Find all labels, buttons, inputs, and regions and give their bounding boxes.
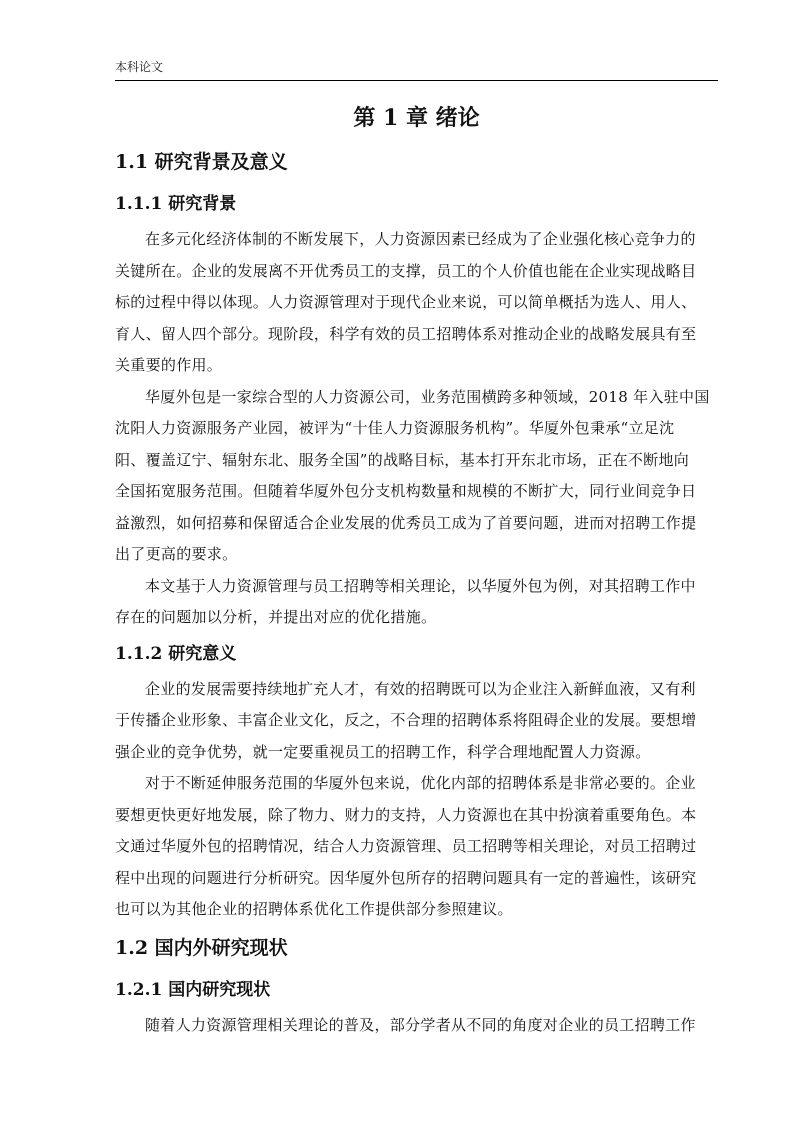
section-heading: 1.1 研究背景及意义 [115, 151, 288, 173]
text-line: 出了更高的要求。 [115, 545, 238, 563]
text-line: 关重要的作用。 [115, 356, 223, 374]
text-line: 全国拓宽服务范围。但随着华厦外包分支机构数量和规模的不断扩大，同行业间竞争日 [115, 482, 697, 500]
paragraph [115, 1010, 718, 1042]
text-line: 文通过华厦外包的招聘情况，结合人力资源管理、员工招聘等相关理论，对员工招聘过 [115, 837, 697, 855]
paragraph [115, 768, 718, 926]
paragraph [115, 674, 718, 769]
text-line: 于传播企业形象、丰富企业文化，反之，不合理的招聘体系将阻碍企业的发展。要想增 [115, 711, 697, 729]
subsection-heading: 1.1.1 研究背景 [115, 194, 237, 214]
text-line: 阳、覆盖辽宁、辐射东北、服务全国”的战略目标，基本打开东北市场，正在不断地向 [115, 450, 690, 469]
text-line: 本文基于人力资源管理与员工招聘等相关理论，以华厦外包为例，对其招聘工作中 [145, 576, 696, 595]
text-line: 育人、留人四个部分。现阶段，科学有效的员工招聘体系对推动企业的战略发展具有至 [115, 324, 697, 343]
text-line: 华厦外包是一家综合型的人力资源公司，业务范围横跨多种领域，2018 年入驻中国 [145, 387, 710, 406]
text-line: 对于不断延伸服务范围的华厦外包来说，优化内部的招聘体系是非常必要的。企业 [145, 774, 696, 792]
running-header: 本科论文 [115, 60, 164, 74]
page-content [115, 96, 718, 1041]
text-line: 关键所在。企业的发展离不开优秀员工的支撑，员工的个人价值也能在企业实现战略目 [115, 261, 697, 280]
header-rule [115, 80, 718, 81]
text-line: 企业的发展需要持续地扩充人才，有效的招聘既可以为企业注入新鲜血液，又有利 [145, 679, 696, 698]
paragraph [115, 224, 718, 382]
paragraph [115, 382, 718, 571]
text-line: 存在的问题加以分析，并提出对应的优化措施。 [115, 608, 437, 626]
text-line: 益激烈，如何招募和保留适合企业发展的优秀员工成为了首要问题，进而对招聘工作提 [115, 513, 697, 532]
subsection-heading: 1.2.1 国内研究现状 [115, 979, 271, 1000]
text-line: 随着人力资源管理相关理论的普及，部分学者从不同的角度对企业的员工招聘工作 [145, 1015, 696, 1034]
text-line: 要想更快更好地发展，除了物力、财力的支持，人力资源也在其中扮演着重要角色。本 [115, 805, 697, 824]
text-line: 沈阳人力资源服务产业园，被评为“十佳人力资源服务机构”。华厦外包秉承“立足沈 [115, 419, 675, 437]
subsection-heading: 1.1.2 研究意义 [115, 643, 237, 664]
text-line: 在多元化经济体制的不断发展下，人力资源因素已经成为了企业强化核心竞争力的 [145, 230, 696, 248]
text-line: 标的过程中得以体现。人力资源管理对于现代企业来说，可以简单概括为选人、用人、 [115, 293, 697, 311]
text-line: 也可以为其他企业的招聘体系优化工作提供部分参照建议。 [115, 900, 513, 918]
section-heading: 1.2 国内外研究现状 [115, 936, 288, 959]
text-line: 程中出现的问题进行分析研究。因华厦外包所存的招聘问题具有一定的普遍性，该研究 [115, 868, 697, 887]
chapter-title: 第 1 章 绪论 [353, 105, 480, 131]
paragraph [115, 571, 718, 634]
text-line: 强企业的竞争优势，就一定要重视员工的招聘工作，科学合理地配置人力资源。 [115, 742, 651, 761]
